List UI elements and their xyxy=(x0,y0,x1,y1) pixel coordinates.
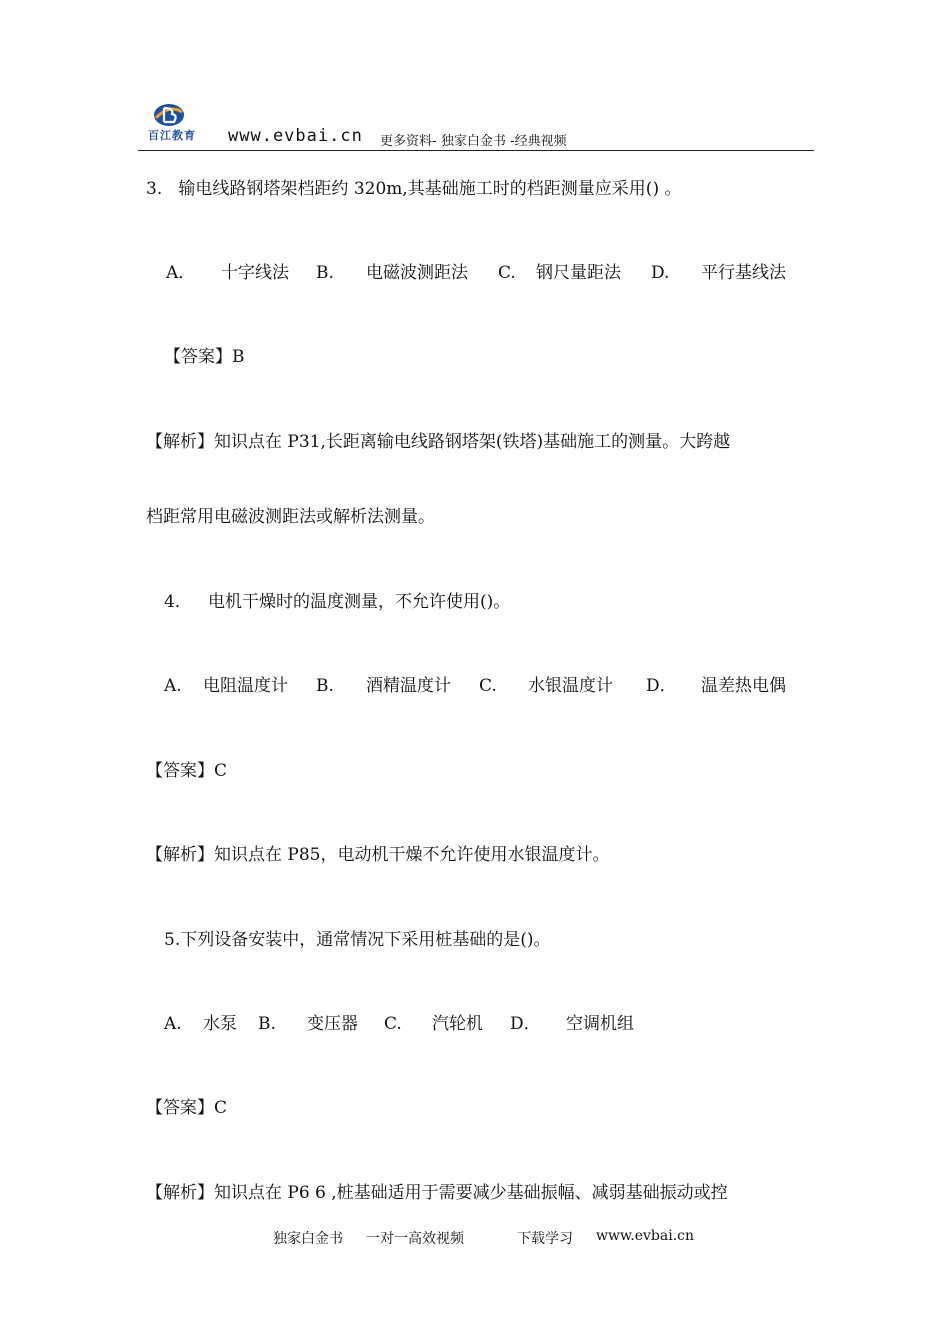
site-tagline: 更多资料- 独家白金书 -经典视频 xyxy=(380,134,567,149)
q5-option-b-label: B. xyxy=(258,1014,276,1034)
q5-option-b-text: 变压器 xyxy=(307,1014,358,1034)
site-url[interactable]: www.evbai.cn xyxy=(228,126,363,146)
footer-text-2: 一对一高效视频 xyxy=(366,1231,464,1247)
logo-text: 百江教育 xyxy=(148,129,196,142)
q4-analysis: 【解析】知识点在 P85，电动机干燥不允许使用水银温度计。 xyxy=(146,845,610,865)
q3-option-c-text: 钢尺量距法 xyxy=(536,263,621,283)
q5-option-c-label: C. xyxy=(384,1014,402,1034)
q4-stem: 4． 电机干燥时的温度测量，不允许使用()。 xyxy=(164,592,511,612)
q3-option-d-text: 平行基线法 xyxy=(701,263,786,283)
footer-text-3: 下载学习 xyxy=(517,1231,573,1247)
q4-option-a-text: 电阻温度计 xyxy=(203,676,288,696)
q3-option-a-label: A． xyxy=(166,263,196,283)
q5-option-c-text: 汽轮机 xyxy=(432,1014,483,1034)
q5-answer: 【答案】C xyxy=(146,1098,228,1118)
logo xyxy=(142,100,202,144)
q4-option-d-label: D． xyxy=(646,676,677,696)
footer-text-1: 独家白金书 xyxy=(273,1231,343,1247)
q4-option-c-text: 水银温度计 xyxy=(528,676,613,696)
q3-option-d-label: D. xyxy=(651,263,670,283)
q4-option-b-text: 酒精温度计 xyxy=(366,676,451,696)
q3-option-a-text: 十字线法 xyxy=(221,263,289,283)
logo-icon xyxy=(152,100,186,128)
q5-option-a-label: A. xyxy=(164,1014,182,1034)
q4-answer: 【答案】C xyxy=(146,761,228,781)
q3-option-c-label: C. xyxy=(498,263,516,283)
q5-analysis: 【解析】知识点在 P6 6 ,桩基础适用于需要减少基础振幅、减弱基础振动或控 xyxy=(146,1183,728,1203)
q4-option-c-label: C. xyxy=(479,676,497,696)
q4-option-a-label: A. xyxy=(164,676,182,696)
q3-option-b-text: 电磁波测距法 xyxy=(366,263,468,283)
q5-option-d-text: 空调机组 xyxy=(566,1014,634,1034)
q4-option-b-label: B. xyxy=(316,676,334,696)
q5-stem: 5.下列设备安装中，通常情况下采用桩基础的是()。 xyxy=(164,930,551,950)
q5-option-a-text: 水泵 xyxy=(203,1014,237,1034)
q3-stem: 3. 输电线路钢塔架档距约 320m,其基础施工时的档距测量应采用() 。 xyxy=(146,179,682,199)
q3-analysis-line-2: 档距常用电磁波测距法或解析法测量。 xyxy=(146,507,435,527)
page-header xyxy=(138,100,814,151)
q3-option-b-label: B. xyxy=(316,263,334,283)
q3-answer: 【答案】B xyxy=(164,347,245,367)
q4-option-d-text: 温差热电偶 xyxy=(701,676,786,696)
q3-analysis-line-1: 【解析】知识点在 P31,长距离输电线路钢塔架(铁塔)基础施工的测量。大跨越 xyxy=(146,432,731,452)
footer-url[interactable]: www.evbai.cn xyxy=(596,1228,695,1244)
q5-option-d-label: D． xyxy=(510,1014,541,1034)
